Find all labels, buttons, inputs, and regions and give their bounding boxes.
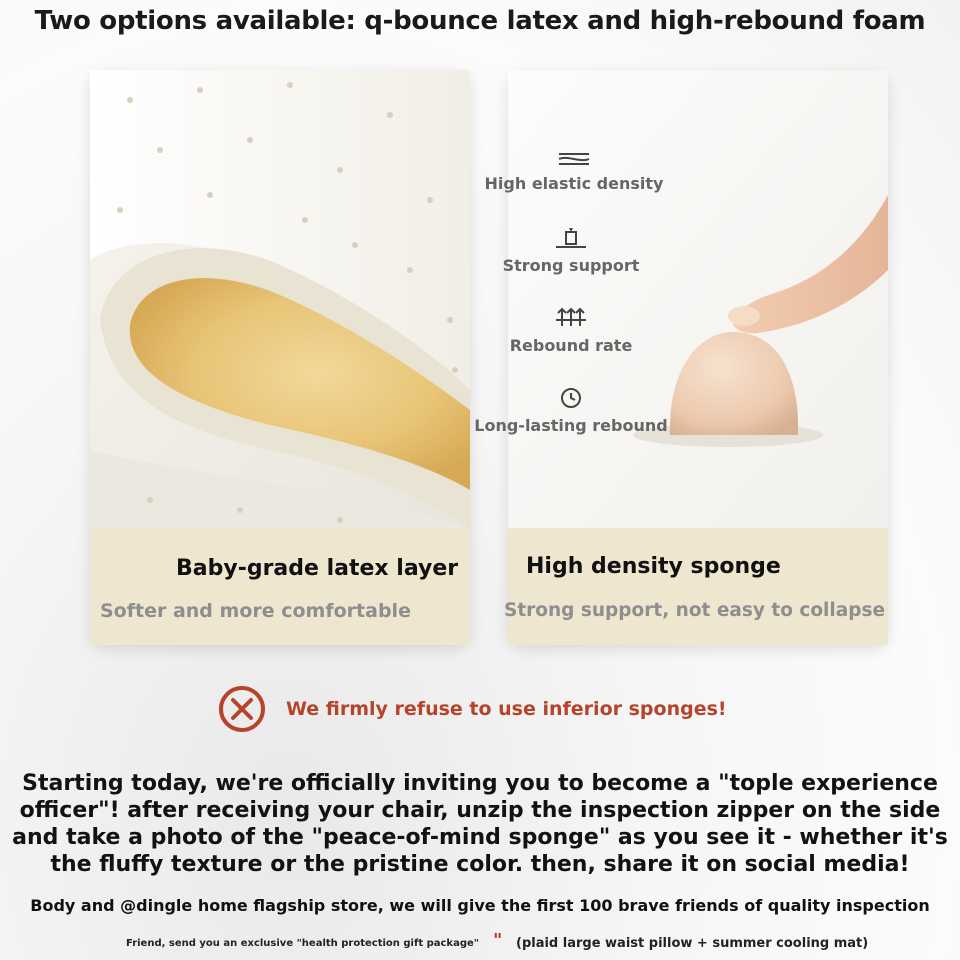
feature-label: Long-lasting rebound — [474, 416, 668, 435]
sponge-title: High density sponge — [526, 554, 781, 579]
sponge-card — [474, 70, 888, 645]
refuse-notice — [218, 686, 727, 732]
latex-panel — [90, 528, 470, 645]
feature-label: Rebound rate — [509, 336, 633, 355]
gift-package-text: Friend, send you an exclusive "health protection gift package" — [126, 938, 479, 949]
feature-label: High elastic density — [484, 174, 664, 193]
sponge-subtitle: Strong support, not easy to collapse — [504, 600, 886, 621]
feature-rebound-rate — [461, 306, 681, 355]
rebound-icon — [554, 306, 588, 330]
gift-offer-line: Body and @dingle home flagship store, we will give the first 100 brave friends of quality inspection — [30, 896, 930, 915]
gift-contents-text: (plaid large waist pillow + summer cooling mat) — [516, 936, 869, 951]
feature-strong-support — [461, 226, 681, 275]
feature-long-lasting-rebound — [461, 386, 681, 435]
sponge-press-image — [508, 70, 888, 528]
cross-circle-icon — [218, 685, 266, 733]
support-icon — [554, 226, 588, 250]
quote-mark: " — [493, 930, 503, 951]
headline: Two options available: q-bounce latex and high-rebound foam — [34, 6, 926, 36]
feature-high-elastic-density — [464, 150, 684, 193]
latex-foam-image — [90, 70, 470, 528]
latex-card — [90, 70, 470, 645]
latex-subtitle: Softer and more comfortable — [100, 600, 411, 622]
invitation-paragraph: Starting today, we're officially inviting you to become a "tople experience officer"! after receiving your chair, unzip the inspection zipper on the side and take a photo of the "peace-of-mind sponge" as you see it - whether it's the fluffy texture or the pristine color. then, share it on social media! — [12, 771, 948, 877]
clock-icon — [554, 386, 588, 410]
sponge-panel — [508, 528, 888, 645]
layers-icon — [557, 150, 591, 168]
latex-title: Baby-grade latex layer — [176, 556, 459, 581]
feature-label: Strong support — [502, 256, 640, 275]
refuse-text: We firmly refuse to use inferior sponges! — [286, 698, 727, 720]
